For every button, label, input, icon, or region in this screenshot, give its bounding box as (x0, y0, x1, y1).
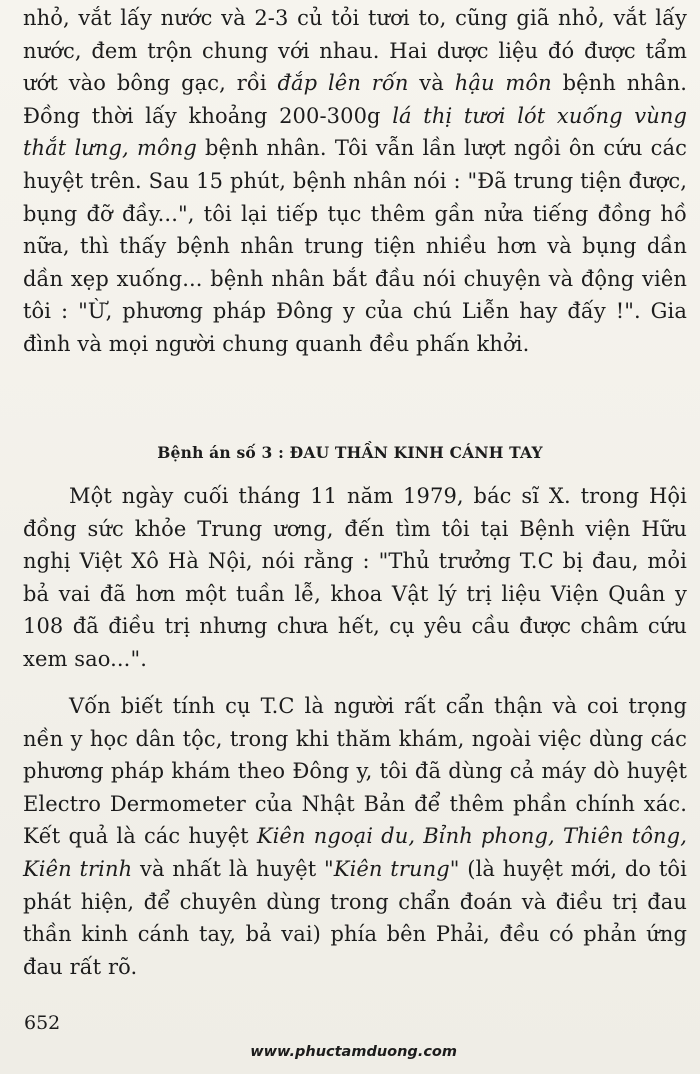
text-run: nhỏ, vắt lấy nước và 2-3 củ tỏi tươi to, cũng giã nhỏ, vắt lấy nước, đem trộn chung với nhau. Hai dược liệu đó được tẩm ướt vào bông gạc, rồi (23, 6, 687, 96)
paragraph-2-text: Một ngày cuối tháng 11 năm 1979, bác sĩ X. trong Hội đồng sức khỏe Trung ương, đến tìm tôi tại Bệnh viện Hữu nghị Việt Xô Hà Nội, nói rằng : "Thủ trưởng T.C bị đau, mỏi bả vai đã hơn một tuần lễ, khoa Vật lý trị liệu Viện Quân y 108 đã điều trị nhưng chưa hết, cụ yêu cầu được châm cứu xem sao...". (23, 484, 687, 671)
footer-url: www.phuctamduong.com (250, 1044, 457, 1060)
text-run: và (408, 71, 455, 96)
text-run: Vốn biết tính cụ T.C là người rất cẩn thận và coi trọng nền y học dân tộc, trong khi thăm khám, ngoài việc dùng các phương pháp khám theo Đông y, tôi đã dùng cả máy dò huyệt Electro Dermometer của Nhật Bản để thêm phần chính xác. Kết quả là các huyệt (23, 694, 687, 849)
italic-run: lá thị tươi lót xuống vùng thắt lưng, mông (23, 103, 687, 161)
italic-run: hậu môn (454, 71, 552, 96)
page-number: 652 (24, 1012, 61, 1034)
case-heading: Bệnh án số 3 : ĐAU THẦN KINH CÁNH TAY (157, 443, 543, 462)
text-run: bệnh nhân. Tôi vẫn lần lượt ngồi ôn cứu các huyệt trên. Sau 15 phút, bệnh nhân nói : "Đã trung tiện được, bụng đỡ đầy...", tôi lại tiếp tục thêm gần nửa tiếng đồng hồ nữa, thì thấy bệnh nhân trung tiện nhiều hơn và bụng dần dần xẹp xuống... bệnh nhân bắt đầu nói chuyện và động viên tôi : "Ừ, phương pháp Đông y của chú Liễn hay đấy !". Gia đình và mọi người chung quanh đều phấn khởi. (23, 136, 687, 356)
italic-run: đắp lên rốn (277, 71, 409, 96)
paragraph-3 (23, 690, 687, 983)
paragraph-3-text (23, 690, 687, 983)
italic-run: Kiên ngoại du, Bỉnh phong, Thiên tông, Kiên trinh (23, 824, 688, 881)
paragraph-1-text (23, 2, 687, 361)
paragraph-1 (23, 2, 687, 361)
paragraph-2 (23, 480, 687, 676)
text-run: và nhất là huyệt (132, 856, 325, 881)
italic-run: "Kiên trung" (324, 856, 460, 881)
text-run: (là huyệt mới, do tôi phát hiện, để chuyên dùng trong chẩn đoán và điều trị đau thần kinh cánh tay, bả vai) phía bên Phải, đều có phản ứng đau rất rõ. (23, 856, 687, 979)
text-run: bệnh nhân. Đồng thời lấy khoảng 200-300g (23, 71, 687, 128)
